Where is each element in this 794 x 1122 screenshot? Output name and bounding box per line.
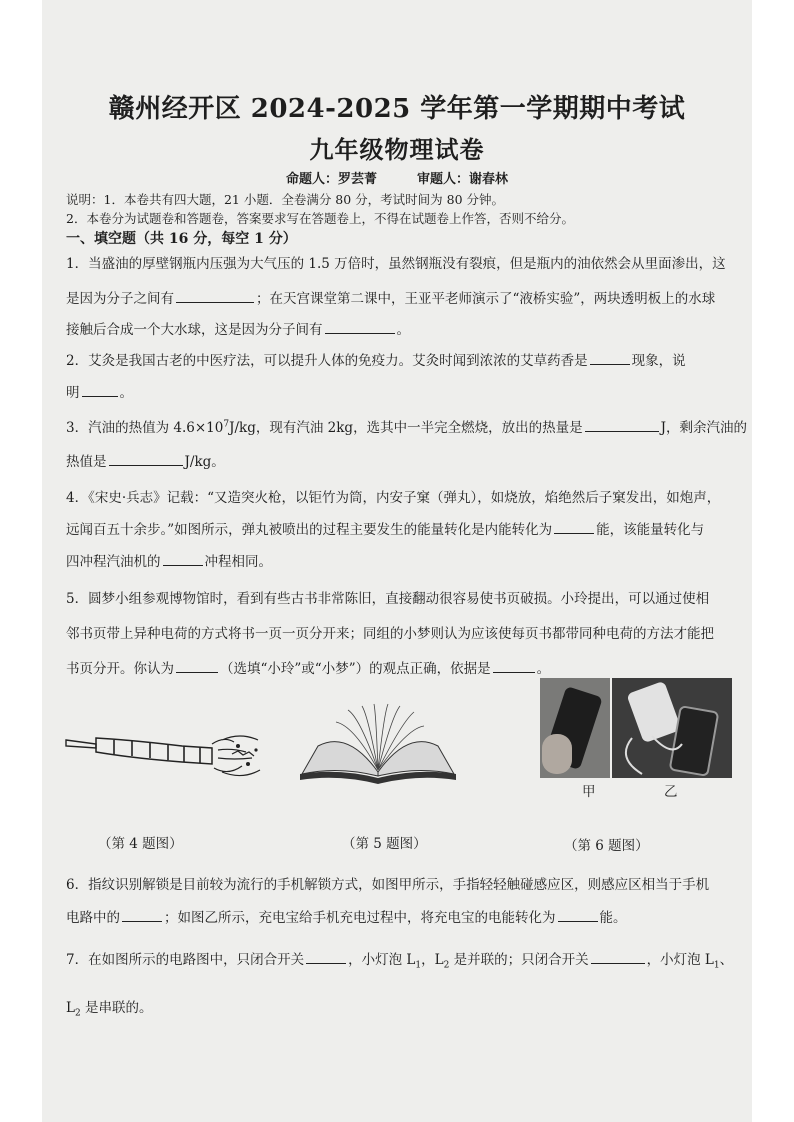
answer-blank[interactable]: [176, 658, 218, 673]
answer-blank[interactable]: [82, 382, 118, 397]
open-book-figure: [298, 700, 458, 785]
answer-blank[interactable]: [306, 949, 346, 964]
exam-title: 赣州经开区 2024-2025 学年第一学期期中考试: [108, 94, 686, 124]
answer-blank[interactable]: [591, 949, 645, 964]
question-4-line-1: 4．《宋史·兵志》记载：“又造突火枪，以钜竹为筒，内安子窠（弹丸），如烧放，焰绝然后子窠发出，如炮声，: [66, 490, 721, 506]
section-heading: 一、填空题（共 16 分，每空 1 分）: [66, 231, 297, 247]
question-4-line-3: 四冲程汽油机的 冲程相同。: [66, 550, 272, 570]
answer-blank[interactable]: [176, 288, 254, 303]
question-5-line-2: 邻书页带上异种电荷的方式将书一页一页分开来；同组的小梦则认为应该使每页书都带同种电荷的方法才能把: [66, 626, 714, 642]
answer-blank[interactable]: [163, 551, 203, 566]
answer-blank[interactable]: [554, 519, 594, 534]
question-1-line-1: 1．当盛油的厚壁钢瓶内压强为大气压的 1.5 万倍时，虽然钢瓶没有裂痕，但是瓶内的油依然会从里面渗出，这: [66, 256, 726, 272]
question-3-line-2: 热值是 J/kg。: [66, 450, 225, 470]
fire-lance-figure: [62, 718, 267, 788]
question-4-line-2: 远闻百五十余步。”如图所示，弹丸被喷出的过程主要发生的能量转化是内能转化为 能，该能量转化与: [66, 518, 704, 538]
answer-blank[interactable]: [493, 658, 535, 673]
figure-6-label-a: 甲: [582, 784, 596, 800]
answer-blank[interactable]: [558, 907, 598, 922]
note-1: 说明：1．本卷共有四大题，21 小题．全卷满分 80 分，考试时间为 80 分钟。: [66, 192, 505, 207]
question-5-line-1: 5．圆梦小组参观博物馆时，看到有些古书非常陈旧，直接翻动很容易使书页破损。小玲提出，可以通过使相: [66, 591, 710, 607]
question-1-line-3: 接触后合成一个大水球，这是因为分子间有 。: [66, 318, 410, 338]
author: 命题人：罗芸菁: [285, 172, 377, 187]
note-2: 2．本卷分为试题卷和答题卷，答案要求写在答题卷上，不得在试题卷上作答，否则不给分。: [66, 211, 574, 226]
question-7-line-2: $L_2$ 是串联的。: [66, 1000, 153, 1019]
answer-blank[interactable]: [109, 451, 183, 466]
finger-icon: [542, 734, 572, 774]
author-line: [42, 168, 752, 187]
figure-6-label-b: 乙: [664, 784, 678, 800]
question-2-line-2: 明 。: [66, 381, 133, 401]
reviewer: 审题人：谢春林: [417, 172, 509, 187]
figure-4-caption: （第 4 题图）: [98, 836, 183, 852]
question-6-line-2: 电路中的 ；如图乙所示，充电宝给手机充电过程中，将充电宝的电能转化为 能。: [66, 906, 627, 926]
question-3-line-1: 3．汽油的热值为 $4.6\times 10^7J/kg$，现有汽油 2kg，选其中一半完全燃烧，放出的热量是 J，剩余汽油的: [66, 416, 747, 436]
fingerprint-photo: [540, 678, 610, 778]
answer-blank[interactable]: [590, 350, 630, 365]
question-1-line-2: 是因为分子之间有 ；在天宫课堂第二课中，王亚平老师演示了“液桥实验”，两块透明板上的水球: [66, 287, 715, 307]
answer-blank[interactable]: [325, 319, 395, 334]
exam-paper: [42, 0, 752, 1122]
question-7-line-1: 7．在如图所示的电路图中，只闭合开关 ，小灯泡 $L_1$，$L_2$ 是并联的；只闭合开关 ，小灯泡 $L_1$、: [66, 948, 733, 971]
question-5-line-3: 书页分开。你认为 （选填“小玲”或“小梦”）的观点正确，依据是 。: [66, 657, 550, 677]
charging-cable-icon: [612, 678, 732, 778]
power-bank-photo: [612, 678, 732, 778]
exam-subtitle: 九年级物理试卷: [309, 135, 485, 164]
question-6-line-1: 6．指纹识别解锁是目前较为流行的手机解锁方式，如图甲所示，手指轻轻触碰感应区，则感应区相当于手机: [66, 877, 710, 893]
question-2-line-1: 2．艾灸是我国古老的中医疗法，可以提升人体的免疫力。艾灸时闻到浓浓的艾草药香是 现象，说: [66, 349, 686, 369]
answer-blank[interactable]: [585, 417, 659, 432]
figure-5-caption: （第 5 题图）: [342, 836, 427, 852]
figure-6-caption: （第 6 题图）: [564, 838, 649, 854]
answer-blank[interactable]: [122, 907, 162, 922]
